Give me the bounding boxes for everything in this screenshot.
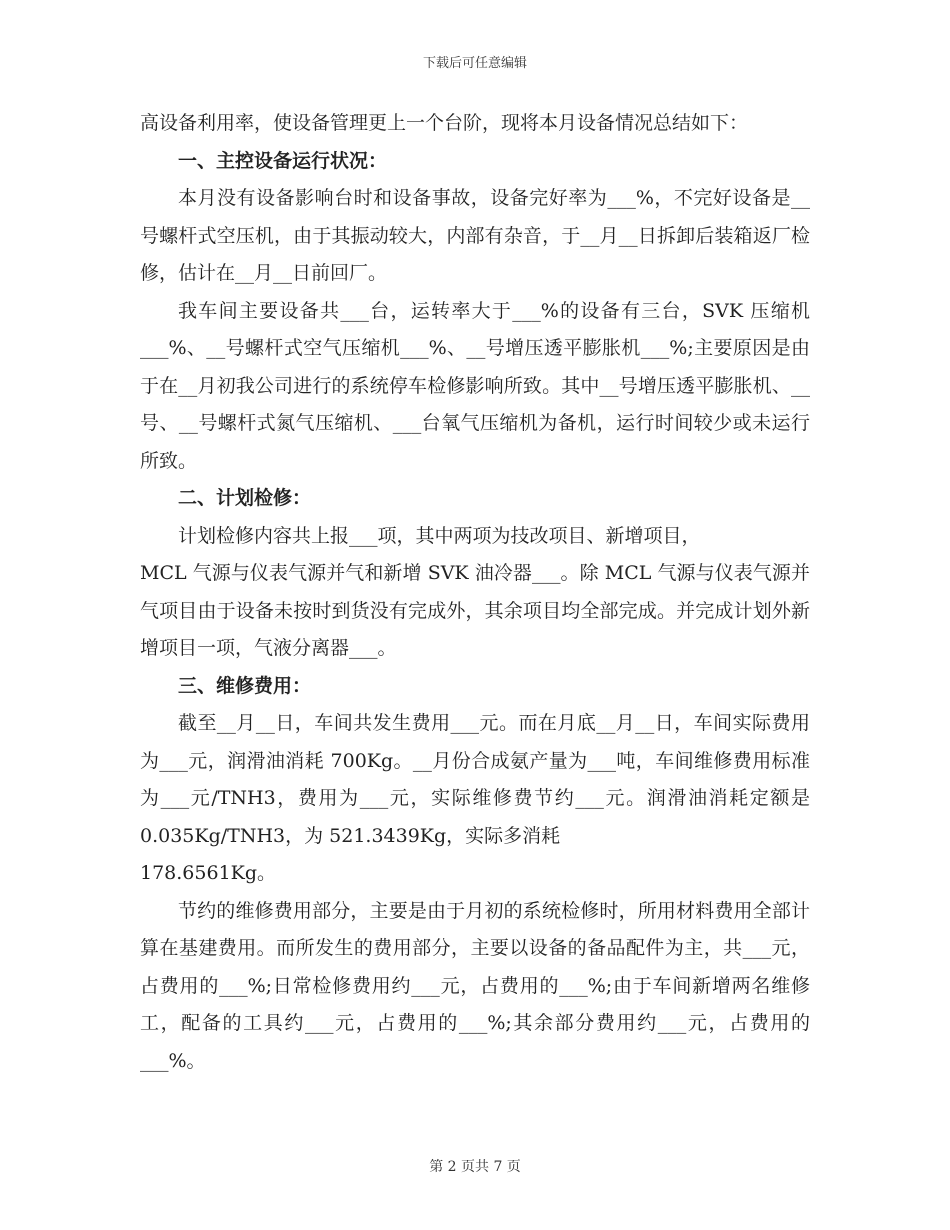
document-body — [140, 105, 810, 1080]
section-heading: 三、维修费用： — [178, 674, 312, 697]
section-heading: 二、计划检修： — [178, 487, 312, 509]
paragraph: 本月没有设备影响台时和设备事故，设备完好率为___%，不完好设备是__号螺杆式空压机，由于其振动较大，内部有杂音，于__月__日拆卸后装箱返厂检修，估计在__月__日前回厂。 — [140, 187, 810, 284]
paragraph: 截至__月__日，车间共发生费用___元。而在月底__月__日，车间实际费用为___元，润滑油消耗 700Kg。__月份合成氨产量为___吨，车间维修费用标准为___元/TNH3，费用为___元，实际维修费节约___元。润滑油消耗定额是 0.035Kg/TNH3，为 521.3439Kg，实际多消耗 — [140, 712, 810, 847]
paragraph: 计划检修内容共上报___项，其中两项为技改项目、新增项目， — [178, 524, 701, 547]
paragraph: 178.6561Kg。 — [140, 862, 277, 884]
page-header: 下载后可任意编辑 — [422, 56, 527, 71]
page-footer: 第 2 页共 7 页 — [429, 1159, 521, 1175]
paragraph: MCL 气源与仪表气源并气和新增 SVK 油冷器___。除 MCL 气源与仪表气源并气项目由于设备未按时到货没有完成外，其余项目均全部完成。并完成计划外新增项目一项，气液分离器___。 — [140, 562, 810, 659]
section-heading: 一、主控设备运行状况： — [178, 149, 388, 172]
paragraph: 我车间主要设备共___台，运转率大于___%的设备有三台，SVK 压缩机___%、__号螺杆式空气压缩机___%、__号增压透平膨胀机___%;主要原因是由于在__月初我公司进行的系统停车检修影响所致。其中__号增压透平膨胀机、__号、__号螺杆式氮气压缩机、___台氧气压缩机为备机，运行时间较少或未运行所致。 — [140, 299, 810, 472]
paragraph: 高设备利用率，使设备管理更上一个台阶，现将本月设备情况总结如下： — [140, 112, 749, 134]
paragraph: 节约的维修费用部分，主要是由于月初的系统检修时，所用材料费用全部计算在基建费用。而所发生的费用部分，主要以设备的备品配件为主，共___元，占费用的___%;日常检修费用约___元，占费用的___%;由于车间新增两名维修工，配备的工具约___元，占费用的___%;其余部分费用约___元，占费用的___%。 — [140, 899, 810, 1072]
